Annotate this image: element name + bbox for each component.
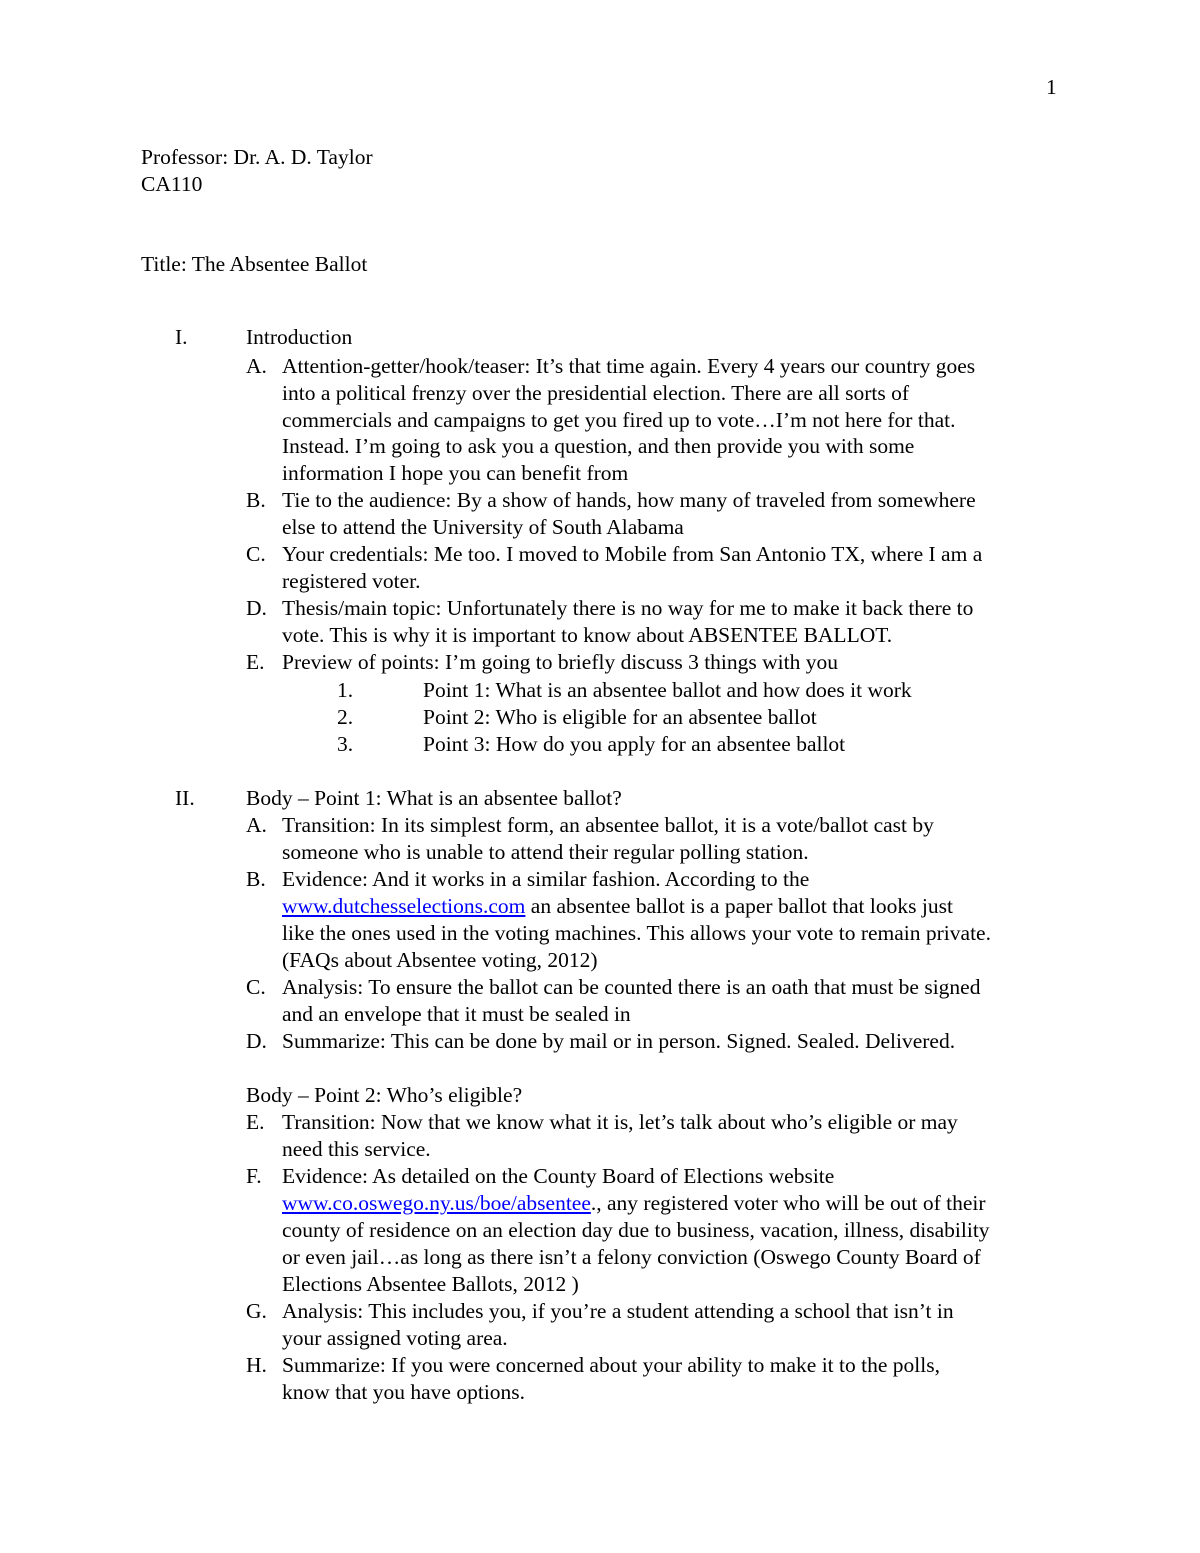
outline-text: Elections Absentee Ballots, 2012 ) [282, 1272, 579, 1296]
outline-text: Instead. I’m going to ask you a question, and then provide you with some [282, 434, 915, 458]
outline-text: commercials and campaigns to get you fired up to vote…I’m not here for that. [282, 408, 956, 432]
outline-text: Preview of points: I’m going to briefly discuss 3 things with you [282, 650, 838, 674]
outline-letter: D. [246, 596, 267, 620]
outline-letter: D. [246, 1029, 267, 1053]
outline-letter: G. [246, 1299, 267, 1323]
outline-letter: F. [246, 1164, 262, 1188]
outline-text: need this service. [282, 1137, 431, 1161]
outline-text: vote. This is why it is important to know about ABSENTEE BALLOT. [282, 623, 893, 647]
outline-text: else to attend the University of South Alabama [282, 515, 684, 539]
outline-text: someone who is unable to attend their regular polling station. [282, 840, 809, 864]
outline-text: into a political frenzy over the presidential election. There are all sorts of [282, 381, 910, 405]
section-numeral: I. [175, 325, 188, 349]
outline-letter: E. [246, 1110, 265, 1134]
outline-text: Attention-getter/hook/teaser: It’s that time again. Every 4 years our country goes [282, 354, 976, 378]
outline-text: information I hope you can benefit from [282, 461, 629, 485]
outline-text: like the ones used in the voting machines. This allows your vote to remain private. [282, 921, 991, 945]
outline-text: or even jail…as long as there isn’t a felony conviction (Oswego County Board of [282, 1245, 981, 1269]
outline-text: Summarize: If you were concerned about your ability to make it to the polls, [282, 1353, 940, 1377]
outline-text: Transition: Now that we know what it is, let’s talk about who’s eligible or may [282, 1110, 958, 1134]
subpoint-text: Point 1: What is an absentee ballot and how does it work [423, 678, 912, 702]
document-title: Title: The Absentee Ballot [141, 252, 368, 276]
point2-heading: Body – Point 2: Who’s eligible? [246, 1083, 523, 1107]
section-heading: Introduction [246, 325, 353, 349]
outline-text: Summarize: This can be done by mail or in person. Signed. Sealed. Delivered. [282, 1029, 956, 1053]
subpoint-number: 3. [337, 732, 354, 756]
page-number: 1 [1046, 75, 1057, 99]
outline-text: and an envelope that it must be sealed in [282, 1002, 631, 1026]
outline-text: know that you have options. [282, 1380, 526, 1404]
outline-text: ., any registered voter who will be out of their [590, 1191, 986, 1215]
outline-text-with-link [282, 1190, 986, 1217]
outline-text: Thesis/main topic: Unfortunately there is no way for me to make it back there to [282, 596, 974, 620]
outline-text: registered voter. [282, 569, 421, 593]
subpoint-number: 1. [337, 678, 354, 702]
subpoint-text: Point 3: How do you apply for an absentee ballot [423, 732, 846, 756]
outline-text: Tie to the audience: By a show of hands, how many of traveled from somewhere [282, 488, 976, 512]
outline-letter: H. [246, 1353, 267, 1377]
outline-text: an absentee ballot is a paper ballot that looks just [525, 894, 953, 918]
outline-letter: B. [246, 488, 266, 512]
dutchess-elections-link[interactable]: www.dutchesselections.com [282, 894, 526, 918]
outline-text: Transition: In its simplest form, an absentee ballot, it is a vote/ballot cast by [282, 813, 934, 837]
professor-line: Professor: Dr. A. D. Taylor [141, 145, 373, 169]
outline-text: Evidence: As detailed on the County Board of Elections website [282, 1164, 835, 1188]
oswego-boe-link[interactable]: www.co.oswego.ny.us/boe/absentee [282, 1191, 591, 1215]
outline-letter: E. [246, 650, 265, 674]
outline-letter: C. [246, 975, 266, 999]
course-line: CA110 [141, 172, 203, 196]
subpoint-text: Point 2: Who is eligible for an absentee ballot [423, 705, 817, 729]
subpoint-number: 2. [337, 705, 354, 729]
outline-text: Your credentials: Me too. I moved to Mobile from San Antonio TX, where I am a [282, 542, 983, 566]
section-heading: Body – Point 1: What is an absentee ballot? [246, 786, 622, 810]
outline-text: Evidence: And it works in a similar fashion. According to the [282, 867, 810, 891]
outline-letter: C. [246, 542, 266, 566]
outline-text: your assigned voting area. [282, 1326, 508, 1350]
outline-text: Analysis: This includes you, if you’re a student attending a school that isn’t in [282, 1299, 954, 1323]
outline-letter: A. [246, 354, 267, 378]
outline-text-with-link [282, 893, 953, 920]
outline-letter: A. [246, 813, 267, 837]
outline-text: Analysis: To ensure the ballot can be counted there is an oath that must be signed [282, 975, 981, 999]
section-numeral: II. [175, 786, 195, 810]
outline-text: county of residence on an election day due to business, vacation, illness, disability [282, 1218, 990, 1242]
outline-text: (FAQs about Absentee voting, 2012) [282, 948, 598, 972]
outline-letter: B. [246, 867, 266, 891]
